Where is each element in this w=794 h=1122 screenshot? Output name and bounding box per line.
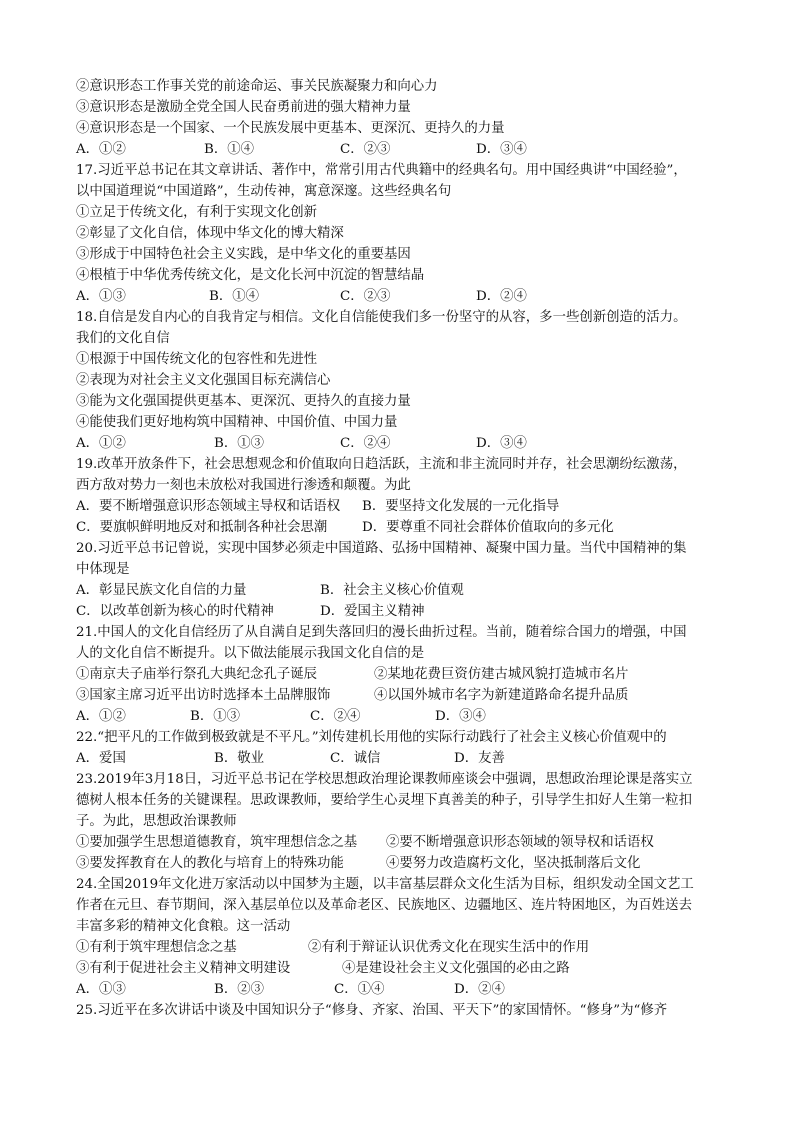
q19-choice-b[interactable]: B．要坚持文化发展的一元化指导	[362, 499, 560, 514]
q16-option-4: ④意识形态是一个国家、一个民族发展中更基本、更深沉、更持久的力量	[76, 121, 505, 136]
q19-choice-a[interactable]: A．要不断增强意识形态领域主导权和话语权	[76, 499, 341, 514]
q18-choice-a[interactable]: A．①②	[76, 436, 126, 451]
q17-option-4: ④根植于中华优秀传统文化，是文化长河中沉淀的智慧结晶	[76, 268, 425, 283]
q20-choice-d[interactable]: D．爱国主义精神	[320, 604, 425, 619]
q21-choice-b[interactable]: B．①③	[190, 709, 241, 724]
q17-stem-1: 17.习近平总书记在其文章讲话、著作中，常常引用古代典籍中的经典名句。用中国经典讲“中国经验”，	[76, 163, 687, 178]
q18-option-1: ①根源于中国传统文化的包容性和先进性	[76, 352, 318, 367]
q17-choice-a[interactable]: A．①③	[76, 289, 126, 304]
q24-choice-c[interactable]: C．①④	[334, 982, 385, 997]
q24-options-34	[76, 958, 726, 979]
q16-choices	[76, 139, 726, 160]
q21-stem-2: 人的文化自信不断提升。以下做法能展示我国文化自信的是	[76, 646, 425, 661]
q21-choice-d[interactable]: D．③④	[435, 709, 486, 724]
q22-choice-d[interactable]: D．友善	[454, 751, 505, 766]
q20-stem-2: 中体现是	[76, 562, 130, 577]
q24-option-4: ④是建设社会主义文化强国的必由之路	[342, 961, 570, 976]
q24-choices	[76, 979, 726, 1000]
q24-option-3: ③有利于促进社会主义精神文明建设	[76, 961, 291, 976]
q23-option-4: ④要努力改造腐朽文化，坚决抵制落后文化	[386, 856, 641, 871]
q17-option-2: ②彰显了文化自信，体现中华文化的博大精深	[76, 226, 344, 241]
q19-choices-ab	[76, 496, 726, 517]
q20-choices-ab	[76, 580, 726, 601]
q24-options-12	[76, 937, 726, 958]
q19-choice-c[interactable]: C．要旗帜鲜明地反对和抵制各种社会思潮	[76, 520, 328, 535]
q16-choice-b[interactable]: B．①④	[204, 142, 255, 157]
q18-stem-2: 我们的文化自信	[76, 331, 170, 346]
q24-choice-b[interactable]: B．②③	[214, 982, 265, 997]
q18-choice-b[interactable]: B．①③	[214, 436, 265, 451]
q18-option-2: ②表现为对社会主义文化强国目标充满信心	[76, 373, 331, 388]
q21-options-34	[76, 685, 726, 706]
q18-option-3: ③能为文化强国提供更基本、更深沉、更持久的直接力量	[76, 394, 411, 409]
q22-choice-a[interactable]: A．爱国	[76, 751, 126, 766]
q20-choice-c[interactable]: C．以改革创新为核心的时代精神	[76, 604, 274, 619]
q16-choice-a[interactable]: A．①②	[76, 142, 126, 157]
q17-choice-c[interactable]: C．②③	[340, 289, 391, 304]
q17-choice-d[interactable]: D．②④	[476, 289, 527, 304]
q18-stem-1: 18.自信是发自内心的自我肯定与相信。文化自信能使我们多一份坚守的从容，多一些创新创造的活力。	[76, 310, 687, 325]
q20-stem-1: 20.习近平总书记曾说，实现中国梦必须走中国道路、弘扬中国精神、凝聚中国力量。当代中国精神的集	[76, 541, 687, 556]
q21-choice-c[interactable]: C．②④	[310, 709, 361, 724]
q21-options-12	[76, 664, 726, 685]
q21-stem-1: 21.中国人的文化自信经历了从自满自足到失落回归的漫长曲折过程。当前，随着综合国力的增强，中国	[76, 625, 687, 640]
q19-choices-cd	[76, 517, 726, 538]
q22-choice-b[interactable]: B．敬业	[214, 751, 265, 766]
q19-stem-1: 19.改革开放条件下，社会思想观念和价值取向日趋活跃，主流和非主流同时并存，社会思潮纷纭激荡，	[76, 457, 687, 472]
q20-choice-a[interactable]: A．彰显民族文化自信的力量	[76, 583, 247, 598]
q16-option-3: ③意识形态是激励全党全国人民奋勇前进的强大精神力量	[76, 100, 411, 115]
q19-choice-d[interactable]: D．要尊重不同社会群体价值取向的多元化	[362, 520, 614, 535]
q21-choice-a[interactable]: A．①②	[76, 709, 126, 724]
q23-option-3: ③要发挥教育在人的教化与培育上的特殊功能	[76, 856, 344, 871]
q20-choices-cd	[76, 601, 726, 622]
q23-stem-1: 23.2019年3月18日，习近平总书记在学校思想政治理论课教师座谈会中强调，思想政治理论课是落实立	[76, 772, 693, 787]
q17-option-1: ①立足于传统文化，有利于实现文化创新	[76, 205, 318, 220]
q21-option-4: ④以国外城市名字为新建道路命名提升品质	[374, 688, 629, 703]
q22-choice-c[interactable]: C．诚信	[330, 751, 381, 766]
q23-stem-2: 德树人根本任务的关键课程。思政课教师，要给学生心灵埋下真善美的种子，引导学生扣好人生第一粒扣	[76, 793, 692, 808]
q21-option-3: ③国家主席习近平出访时选择本土品牌服饰	[76, 688, 331, 703]
q17-choice-b[interactable]: B．①④	[209, 289, 260, 304]
q17-choices	[76, 286, 726, 307]
q23-option-2: ②要不断增强意识形态领域的领导权和话语权	[386, 835, 654, 850]
q18-choice-c[interactable]: C．②④	[340, 436, 391, 451]
q24-choice-a[interactable]: A．①③	[76, 982, 126, 997]
q21-option-1: ①南京夫子庙举行祭孔大典纪念孔子诞辰	[76, 667, 318, 682]
q25-stem-1: 25.习近平在多次讲话中谈及中国知识分子“修身、齐家、治国、平天下”的家国情怀。“修身”为“修齐	[76, 1003, 668, 1018]
q21-option-2: ②某地花费巨资仿建古城风貌打造城市名片	[374, 667, 629, 682]
q24-stem-2: 作者在元旦、春节期间，深入基层单位以及革命老区、民族地区、边疆地区、连片特困地区，为百姓送去	[76, 898, 692, 913]
q20-choice-b[interactable]: B．社会主义核心价值观	[320, 583, 464, 598]
q17-stem-2: 以中国道理说“中国道路”，生动传神，寓意深邃。这些经典名句	[76, 184, 452, 199]
q23-option-1: ①要加强学生思想道德教育，筑牢理想信念之基	[76, 835, 358, 850]
q24-choice-d[interactable]: D．②④	[454, 982, 505, 997]
q24-stem-1: 24.全国2019年文化进万家活动以中国梦为主题，以丰富基层群众文化生活为目标，组织发动全国文艺工	[76, 877, 694, 892]
q21-choices	[76, 706, 726, 727]
q18-choice-d[interactable]: D．③④	[476, 436, 527, 451]
q23-options-12	[76, 832, 726, 853]
q16-option-2: ②意识形态工作事关党的前途命运、事关民族凝聚力和向心力	[76, 79, 438, 94]
q22-choices	[76, 748, 726, 769]
q16-choice-d[interactable]: D．③④	[476, 142, 527, 157]
q16-choice-c[interactable]: C．②③	[340, 142, 391, 157]
q24-option-2: ②有利于辩证认识优秀文化在现实生活中的作用	[308, 940, 590, 955]
question-list	[76, 76, 726, 1021]
q24-option-1: ①有利于筑牢理想信念之基	[76, 940, 237, 955]
q18-option-4: ④能使我们更好地构筑中国精神、中国价值、中国力量	[76, 415, 398, 430]
q22-stem: 22.“把平凡的工作做到极致就是不平凡。”刘传建机长用他的实际行动践行了社会主义核心价值观中的	[76, 730, 667, 745]
q24-stem-3: 丰富多彩的精神文化食粮。这一活动	[76, 919, 291, 934]
q18-choices	[76, 433, 726, 454]
q23-options-34	[76, 853, 726, 874]
q23-stem-3: 子。为此，思想政治课教师	[76, 814, 237, 829]
q19-stem-2: 西方敌对势力一刻也未放松对我国进行渗透和颠覆。为此	[76, 478, 411, 493]
q17-option-3: ③形成于中国特色社会主义实践，是中华文化的重要基因	[76, 247, 411, 262]
